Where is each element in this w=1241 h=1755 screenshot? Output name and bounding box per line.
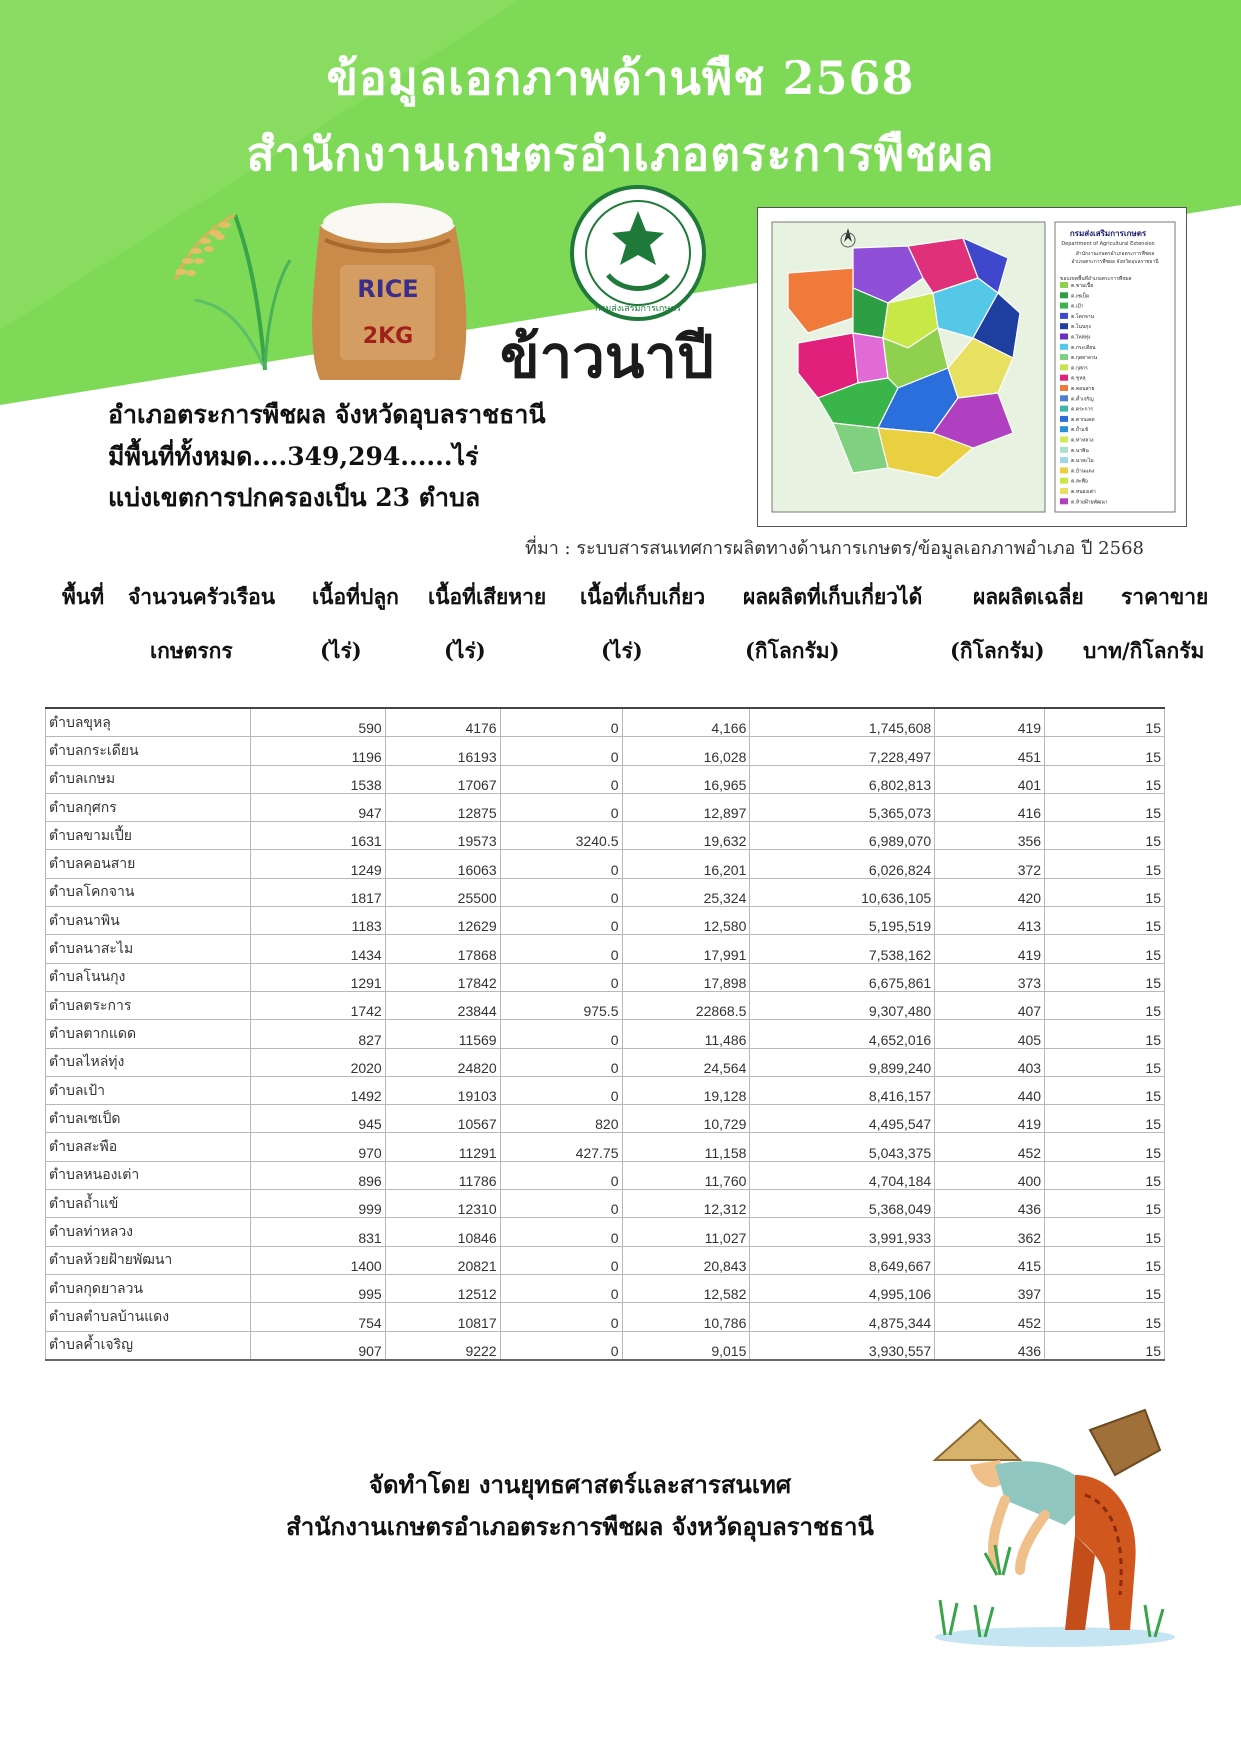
table-row [46, 1076, 1165, 1104]
table-cell: 0 [500, 1076, 622, 1104]
table-cell: 1291 [250, 963, 385, 991]
table-row [46, 963, 1165, 991]
table-cell: 22868.5 [622, 991, 750, 1019]
table-row [46, 708, 1165, 737]
legend-swatch [1060, 323, 1068, 329]
table-cell: 16,028 [622, 737, 750, 765]
rice-data-table [45, 707, 1165, 1361]
table-cell: 947 [250, 793, 385, 821]
table-row [46, 1190, 1165, 1218]
table-row [46, 907, 1165, 935]
legend-label: ต.คอนสาย [1071, 386, 1095, 392]
table-cell: 11291 [385, 1133, 500, 1161]
table-cell: 415 [935, 1246, 1045, 1274]
table-row [46, 765, 1165, 793]
district-summary: อำเภอตระการพืชผล จังหวัดอุบลราชธานี [108, 400, 546, 429]
table-cell: 20821 [385, 1246, 500, 1274]
subdistrict-name: ตำบลนาพิน [46, 907, 251, 935]
table-row [46, 793, 1165, 821]
table-cell: 1196 [250, 737, 385, 765]
table-cell: 10817 [385, 1303, 500, 1331]
table-cell: 12,582 [622, 1274, 750, 1302]
table-cell: 15 [1045, 822, 1165, 850]
table-cell: 12,897 [622, 793, 750, 821]
legend-label: ต.โนนกุง [1071, 324, 1091, 331]
table-cell: 15 [1045, 737, 1165, 765]
legend-label: ต.ห้วยฝ้ายพัฒนา [1071, 499, 1108, 506]
table-cell: 15 [1045, 1218, 1165, 1246]
legend-label: ต.นาสะไม [1071, 458, 1094, 465]
table-cell: 436 [935, 1190, 1045, 1218]
table-cell: 10,786 [622, 1303, 750, 1331]
table-cell: 15 [1045, 1161, 1165, 1189]
legend-swatch [1060, 498, 1068, 504]
table-cell: 11,027 [622, 1218, 750, 1246]
table-cell: 15 [1045, 708, 1165, 737]
table-cell: 15 [1045, 1020, 1165, 1048]
unit-yield: (กิโลกรัม) [745, 638, 840, 663]
table-cell: 25,324 [622, 878, 750, 906]
subdistrict-name: ตำบลตำบลบ้านแดง [46, 1303, 251, 1331]
table-cell: 0 [500, 1048, 622, 1076]
table-cell: 419 [935, 935, 1045, 963]
table-cell: 17,991 [622, 935, 750, 963]
office-title: สำนักงานเกษตรอำเภอตระการพืชผล [246, 127, 995, 181]
table-cell: 4,166 [622, 708, 750, 737]
legend-swatch [1060, 313, 1068, 319]
table-cell: 827 [250, 1020, 385, 1048]
table-cell: 9,307,480 [750, 991, 935, 1019]
table-cell: 0 [500, 1246, 622, 1274]
table-cell: 0 [500, 1331, 622, 1360]
legend-swatch [1060, 426, 1068, 432]
table-row [46, 1218, 1165, 1246]
table-cell: 1434 [250, 935, 385, 963]
map-legend-title: ขอบเขตพื้นที่อำเภอตระการพืชผล [1060, 276, 1132, 282]
table-cell: 11569 [385, 1020, 500, 1048]
legend-swatch [1060, 334, 1068, 340]
subdistrict-name: ตำบลขุหลุ [46, 708, 251, 737]
col-harvested: เนื้อที่เก็บเกี่ยว [580, 584, 706, 609]
unit-planted: (ไร่) [320, 638, 362, 663]
subdistrict-name: ตำบลเซเป็ด [46, 1105, 251, 1133]
table-cell: 373 [935, 963, 1045, 991]
table-cell: 1631 [250, 822, 385, 850]
subdistrict-name: ตำบลขามเปี้ย [46, 822, 251, 850]
table-cell: 440 [935, 1076, 1045, 1104]
table-cell: 970 [250, 1133, 385, 1161]
footer-credit: จัดทำโดย งานยุทธศาสตร์และสารสนเทศ [368, 1470, 792, 1499]
legend-swatch [1060, 457, 1068, 463]
legend-label: ต.เป้า [1071, 303, 1084, 310]
legend-label: ต.ท่าหลวง [1071, 437, 1094, 444]
table-cell: 8,649,667 [750, 1246, 935, 1274]
legend-label: ต.หนองเต่า [1071, 489, 1096, 495]
legend-label: ต.สะพือ [1071, 478, 1088, 485]
table-cell: 6,802,813 [750, 765, 935, 793]
table-cell: 9,899,240 [750, 1048, 935, 1076]
table-cell: 5,043,375 [750, 1133, 935, 1161]
table-cell: 436 [935, 1331, 1045, 1360]
table-row [46, 1020, 1165, 1048]
rice-bag-weight: 2KG [362, 324, 414, 349]
table-cell: 1492 [250, 1076, 385, 1104]
subdistrict-name: ตำบลห้วยฝ้ายพัฒนา [46, 1246, 251, 1274]
table-cell: 15 [1045, 1048, 1165, 1076]
legend-label: ต.บ้านแดง [1071, 468, 1095, 475]
legend-label: ต.นาพิน [1071, 447, 1089, 454]
table-cell: 400 [935, 1161, 1045, 1189]
table-cell: 2020 [250, 1048, 385, 1076]
table-cell: 995 [250, 1274, 385, 1302]
legend-label: ต.ขุหลุ [1071, 375, 1086, 382]
map-subtitle-2: อำเภอตระการพืชผล จังหวัดอุบลราชธานี [1071, 259, 1159, 265]
legend-label: ต.กระเดียน [1071, 344, 1096, 351]
table-cell: 0 [500, 708, 622, 737]
table-cell: 416 [935, 793, 1045, 821]
seal-text: กรมส่งเสริมการเกษตร [595, 304, 681, 314]
table-cell: 11786 [385, 1161, 500, 1189]
table-cell: 19103 [385, 1076, 500, 1104]
table-row [46, 1105, 1165, 1133]
table-cell: 15 [1045, 1105, 1165, 1133]
table-row [46, 1246, 1165, 1274]
table-cell: 590 [250, 708, 385, 737]
legend-label: ต.ขามเปี้ย [1071, 283, 1094, 289]
table-row [46, 878, 1165, 906]
table-cell: 5,368,049 [750, 1190, 935, 1218]
table-cell: 20,843 [622, 1246, 750, 1274]
unit-harvested: (ไร่) [601, 638, 643, 663]
table-row [46, 1303, 1165, 1331]
legend-swatch [1060, 467, 1068, 473]
col-households: จำนวนครัวเรือน [128, 584, 276, 609]
col-area: พื้นที่ [62, 584, 105, 609]
rice-bag-illustration [300, 185, 475, 385]
table-cell: 452 [935, 1133, 1045, 1161]
table-cell: 1249 [250, 850, 385, 878]
legend-swatch [1060, 364, 1068, 370]
table-cell: 15 [1045, 765, 1165, 793]
table-cell: 19573 [385, 822, 500, 850]
table-cell: 1400 [250, 1246, 385, 1274]
table-cell: 419 [935, 708, 1045, 737]
table-cell: 17,898 [622, 963, 750, 991]
legend-label: ต.ไหล่ทุ่ง [1071, 334, 1091, 341]
table-cell: 19,632 [622, 822, 750, 850]
table-cell: 397 [935, 1274, 1045, 1302]
table-cell: 413 [935, 907, 1045, 935]
table-cell: 4,495,547 [750, 1105, 935, 1133]
table-cell: 11,486 [622, 1020, 750, 1048]
table-cell: 1,745,608 [750, 708, 935, 737]
col-planted: เนื้อที่ปลูก [312, 584, 399, 609]
table-cell: 10,729 [622, 1105, 750, 1133]
col-yield: ผลผลิตที่เก็บเกี่ยวได้ [743, 584, 923, 609]
subdistrict-name: ตำบลคอนสาย [46, 850, 251, 878]
table-cell: 23844 [385, 991, 500, 1019]
legend-swatch [1060, 395, 1068, 401]
table-cell: 3,991,933 [750, 1218, 935, 1246]
table-cell: 4,995,106 [750, 1274, 935, 1302]
subdistrict-count: แบ่งเขตการปกครองเป็น 23 ตำบล [108, 483, 481, 512]
legend-swatch [1060, 488, 1068, 494]
subdistrict-name: ตำบลหนองเต่า [46, 1161, 251, 1189]
table-cell: 451 [935, 737, 1045, 765]
legend-label: ต.กุศกร [1071, 365, 1088, 372]
table-cell: 15 [1045, 907, 1165, 935]
table-cell: 16,965 [622, 765, 750, 793]
table-cell: 15 [1045, 991, 1165, 1019]
table-cell: 12629 [385, 907, 500, 935]
crop-heading: ข้าวนาปี [500, 323, 714, 391]
rice-bag-label: RICE [357, 275, 419, 303]
table-row [46, 1331, 1165, 1360]
table-cell: 0 [500, 850, 622, 878]
table-cell: 15 [1045, 935, 1165, 963]
table-cell: 0 [500, 1218, 622, 1246]
table-cell: 0 [500, 1161, 622, 1189]
table-cell: 0 [500, 935, 622, 963]
subdistrict-name: ตำบลตากแดด [46, 1020, 251, 1048]
table-cell: 831 [250, 1218, 385, 1246]
map-subtitle-1: สำนักงานเกษตรอำเภอตระการพืชผล [1075, 251, 1155, 257]
total-area: มีพื้นที่ทั้งหมด....349,294......ไร่ [108, 442, 479, 471]
table-cell: 0 [500, 1020, 622, 1048]
table-cell: 401 [935, 765, 1045, 793]
table-cell: 15 [1045, 963, 1165, 991]
table-cell: 0 [500, 878, 622, 906]
subdistrict-name: ตำบลไหล่ทุ่ง [46, 1048, 251, 1076]
table-cell: 17842 [385, 963, 500, 991]
table-row [46, 1133, 1165, 1161]
legend-label: ต.กุดยาลวน [1071, 355, 1098, 362]
col-damaged: เนื้อที่เสียหาย [428, 584, 547, 609]
table-cell: 5,195,519 [750, 907, 935, 935]
legend-swatch [1060, 375, 1068, 381]
table-cell: 15 [1045, 1274, 1165, 1302]
table-cell: 0 [500, 1274, 622, 1302]
table-cell: 0 [500, 793, 622, 821]
subdistrict-name: ตำบลโนนกุง [46, 963, 251, 991]
table-cell: 19,128 [622, 1076, 750, 1104]
table-cell: 15 [1045, 1190, 1165, 1218]
legend-label: ต.ค้ำเจริญ [1071, 396, 1094, 403]
table-cell: 17067 [385, 765, 500, 793]
table-cell: 362 [935, 1218, 1045, 1246]
table-cell: 6,026,824 [750, 850, 935, 878]
table-cell: 820 [500, 1105, 622, 1133]
table-cell: 4,875,344 [750, 1303, 935, 1331]
table-cell: 405 [935, 1020, 1045, 1048]
table-cell: 356 [935, 822, 1045, 850]
unit-average: (กิโลกรัม) [950, 638, 1045, 663]
table-cell: 4,704,184 [750, 1161, 935, 1189]
table-cell: 25500 [385, 878, 500, 906]
map-org-name-en: Department of Agricultural Extension [1061, 241, 1155, 247]
table-cell: 0 [500, 765, 622, 793]
subdistrict-name: ตำบลตระการ [46, 991, 251, 1019]
table-cell: 15 [1045, 793, 1165, 821]
table-cell: 372 [935, 850, 1045, 878]
legend-label: ต.ตระการ [1071, 406, 1093, 413]
legend-swatch [1060, 478, 1068, 484]
table-row [46, 822, 1165, 850]
table-cell: 7,228,497 [750, 737, 935, 765]
footer-office: สำนักงานเกษตรอำเภอตระการพืชผล จังหวัดอุบลราชธานี [286, 1512, 874, 1541]
unit-farmers: เกษตรกร [150, 638, 233, 663]
table-cell: 15 [1045, 1246, 1165, 1274]
table-cell: 0 [500, 963, 622, 991]
table-cell: 403 [935, 1048, 1045, 1076]
table-cell: 419 [935, 1105, 1045, 1133]
table-cell: 9222 [385, 1331, 500, 1360]
legend-swatch [1060, 416, 1068, 422]
table-cell: 15 [1045, 1133, 1165, 1161]
table-cell: 1742 [250, 991, 385, 1019]
table-row [46, 1161, 1165, 1189]
legend-label: ต.โคกจาน [1071, 313, 1095, 320]
farmer-planting-illustration [925, 1405, 1175, 1650]
table-cell: 452 [935, 1303, 1045, 1331]
table-cell: 407 [935, 991, 1045, 1019]
table-row [46, 737, 1165, 765]
subdistrict-name: ตำบลสะพือ [46, 1133, 251, 1161]
table-row [46, 991, 1165, 1019]
table-cell: 6,989,070 [750, 822, 935, 850]
table-cell: 8,416,157 [750, 1076, 935, 1104]
legend-swatch [1060, 406, 1068, 412]
legend-label: ต.ถ้ำแข้ [1071, 427, 1089, 434]
table-cell: 420 [935, 878, 1045, 906]
table-cell: 16063 [385, 850, 500, 878]
legend-swatch [1060, 354, 1068, 360]
table-cell: 10567 [385, 1105, 500, 1133]
source-note: ที่มา : ระบบสารสนเทศการผลิตทางด้านการเกษตร/ข้อมูลเอกภาพอำเภอ ปี 2568 [525, 538, 1144, 559]
table-cell: 754 [250, 1303, 385, 1331]
table-cell: 0 [500, 737, 622, 765]
table-cell: 5,365,073 [750, 793, 935, 821]
table-cell: 24820 [385, 1048, 500, 1076]
table-cell: 15 [1045, 1076, 1165, 1104]
legend-label: ต.ตากแดด [1071, 416, 1095, 423]
legend-swatch [1060, 447, 1068, 453]
table-row [46, 1274, 1165, 1302]
table-cell: 12,580 [622, 907, 750, 935]
subdistrict-name: ตำบลกุศกร [46, 793, 251, 821]
table-cell: 975.5 [500, 991, 622, 1019]
rice-plant-illustration [165, 205, 295, 375]
table-cell: 3240.5 [500, 822, 622, 850]
table-cell: 3,930,557 [750, 1331, 935, 1360]
table-cell: 15 [1045, 1331, 1165, 1360]
table-cell: 9,015 [622, 1331, 750, 1360]
legend-swatch [1060, 282, 1068, 288]
table-cell: 10846 [385, 1218, 500, 1246]
table-cell: 4,652,016 [750, 1020, 935, 1048]
table-cell: 1183 [250, 907, 385, 935]
table-cell: 896 [250, 1161, 385, 1189]
district-map [757, 207, 1187, 527]
table-cell: 12310 [385, 1190, 500, 1218]
subdistrict-name: ตำบลท่าหลวง [46, 1218, 251, 1246]
table-cell: 16193 [385, 737, 500, 765]
table-cell: 12875 [385, 793, 500, 821]
col-average: ผลผลิตเฉลี่ย [973, 584, 1084, 609]
subdistrict-name: ตำบลนาสะไม [46, 935, 251, 963]
table-cell: 12,312 [622, 1190, 750, 1218]
legend-swatch [1060, 303, 1068, 309]
subdistrict-name: ตำบลกระเดียน [46, 737, 251, 765]
table-cell: 17868 [385, 935, 500, 963]
legend-swatch [1060, 385, 1068, 391]
subdistrict-name: ตำบลเกษม [46, 765, 251, 793]
table-cell: 11,760 [622, 1161, 750, 1189]
table-cell: 0 [500, 907, 622, 935]
table-cell: 15 [1045, 1303, 1165, 1331]
table-row [46, 935, 1165, 963]
table-cell: 15 [1045, 850, 1165, 878]
subdistrict-name: ตำบลโคกจาน [46, 878, 251, 906]
unit-price: บาท/กิโลกรัม [1083, 638, 1205, 663]
table-cell: 4176 [385, 708, 500, 737]
department-seal-logo [568, 183, 708, 323]
legend-swatch [1060, 437, 1068, 443]
subdistrict-name: ตำบลเป้า [46, 1076, 251, 1104]
table-cell: 7,538,162 [750, 935, 935, 963]
table-cell: 10,636,105 [750, 878, 935, 906]
table-cell: 15 [1045, 878, 1165, 906]
legend-swatch [1060, 344, 1068, 350]
table-row [46, 850, 1165, 878]
table-cell: 11,158 [622, 1133, 750, 1161]
table-cell: 1817 [250, 878, 385, 906]
table-cell: 945 [250, 1105, 385, 1133]
table-cell: 427.75 [500, 1133, 622, 1161]
table-cell: 0 [500, 1303, 622, 1331]
table-cell: 0 [500, 1190, 622, 1218]
table-cell: 16,201 [622, 850, 750, 878]
table-cell: 907 [250, 1331, 385, 1360]
table-cell: 12512 [385, 1274, 500, 1302]
legend-swatch [1060, 292, 1068, 298]
subdistrict-name: ตำบลกุดยาลวน [46, 1274, 251, 1302]
table-cell: 24,564 [622, 1048, 750, 1076]
page-title: ข้อมูลเอกภาพด้านพืช 2568 [326, 51, 915, 105]
legend-label: ต.เซเป็ด [1071, 293, 1090, 300]
subdistrict-name: ตำบลค้ำเจริญ [46, 1331, 251, 1360]
unit-damaged: (ไร่) [444, 638, 486, 663]
table-cell: 6,675,861 [750, 963, 935, 991]
col-price: ราคาขาย [1121, 584, 1209, 609]
map-org-name: กรมส่งเสริมการเกษตร [1069, 229, 1147, 238]
subdistrict-name: ตำบลถ้ำแข้ [46, 1190, 251, 1218]
table-row [46, 1048, 1165, 1076]
table-cell: 999 [250, 1190, 385, 1218]
table-cell: 1538 [250, 765, 385, 793]
